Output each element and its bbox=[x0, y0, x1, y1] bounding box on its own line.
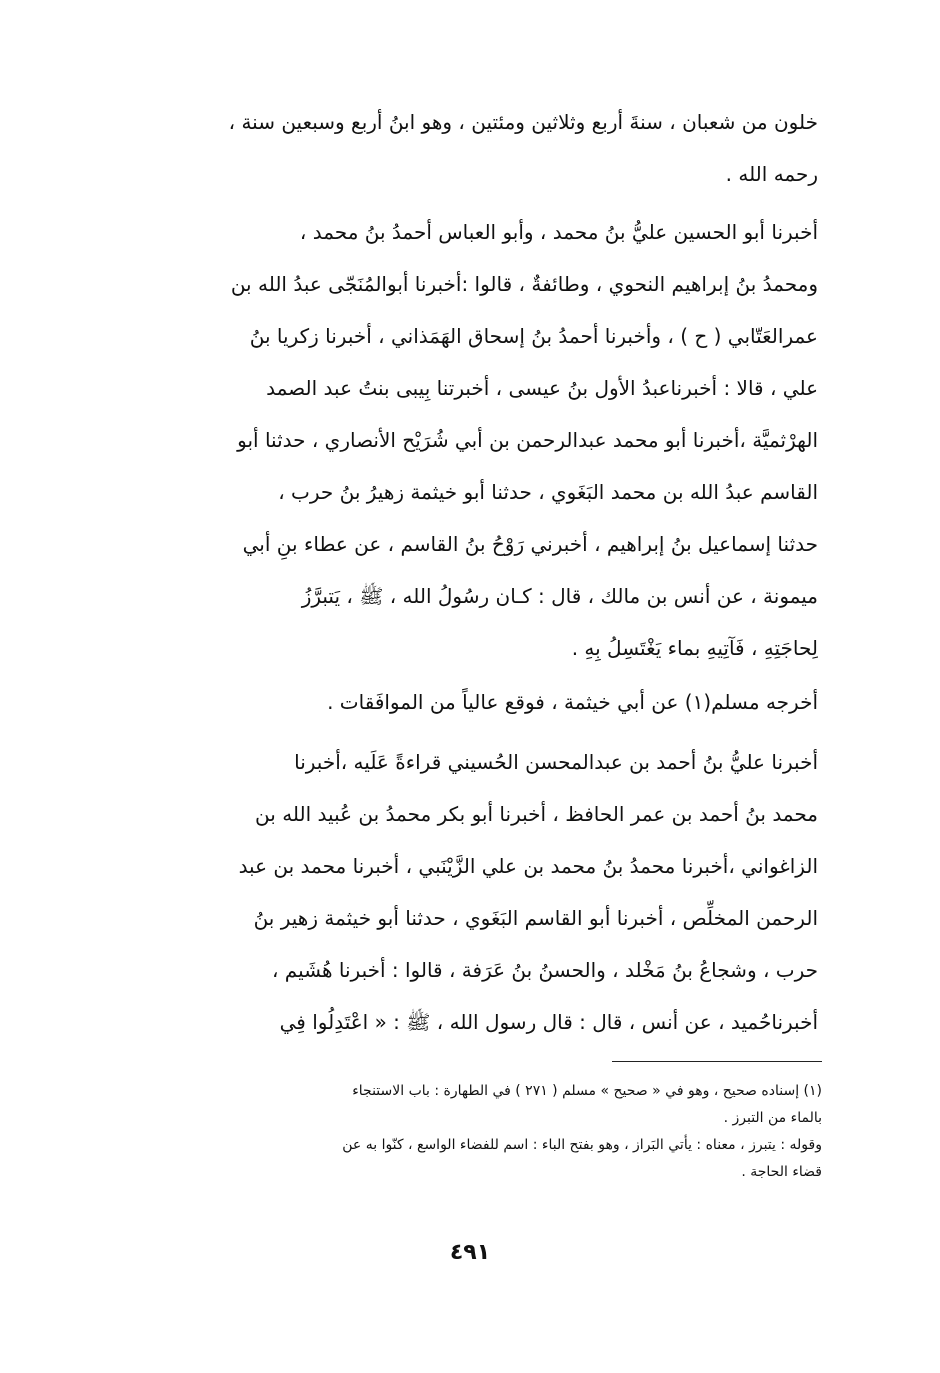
text-line: أخبرنا أبو الحسين عليُّ بنُ محمد ، وأبو العباس أحمدُ بنُ محمد ، bbox=[299, 220, 818, 244]
footnote-line: بالماء من التبرز . bbox=[723, 1110, 822, 1126]
text-line: ميمونة ، عن أنس بن مالك ، قال : كـان رسُولُ الله ، ﷺ ، يَتبرَّزُ bbox=[301, 584, 818, 608]
text-line: رحمه الله . bbox=[725, 162, 818, 186]
footnote-separator bbox=[612, 1061, 822, 1062]
text-line: حدثنا إسماعيل بنُ إبراهيم ، أخبرني رَوْحُ بنُ القاسم ، عن عطاء بنِ أبي bbox=[242, 532, 818, 556]
footnotes bbox=[165, 1078, 822, 1186]
footnote-line: قضاء الحاجة . bbox=[741, 1164, 822, 1180]
paragraph-2 bbox=[162, 206, 818, 674]
text-line: القاسم عبدُ الله بن محمد البَغَوي ، حدثنا أبو خيثمة زهيرُ بنُ حرب ، bbox=[278, 480, 818, 504]
text-line: الهرْثميَّة ،أخبرنا أبو محمد عبدالرحمن بن أبي شُرَيْح الأنصاري ، حدثنا أبو bbox=[237, 428, 818, 452]
text-line: محمد بنُ أحمد بن عمر الحافظ ، أخبرنا أبو بكر محمدُ بن عُبيد الله بن bbox=[255, 802, 818, 826]
paragraph-3 bbox=[162, 676, 818, 728]
text-line: حرب ، وشجاعُ بنُ مَخْلد ، والحسنُ بنُ عَرَفة ، قالوا : أخبرنا هُشَيم ، bbox=[271, 958, 818, 982]
text-line: لِحاجَتِهِ ، فَآتِيهِ بماء يَغْتَسِلُ بِهِ . bbox=[571, 636, 818, 660]
text-line: عمرالعَتّابي ( ح ) ، وأخبرنا أحمدُ بنُ إسحاق الهَمَذاني ، أخبرنا زكريا بنُ bbox=[249, 324, 818, 348]
text-line: أخبرناحُميد ، عن أنس ، قال : قال رسول الله ، ﷺ : « اعْتَدِلُوا فِي bbox=[279, 1010, 818, 1034]
text-line: الزاغواني ،أخبرنا محمدُ بنُ محمد بن علي الزَّيْنَبي ، أخبرنا محمد بن عبد bbox=[238, 854, 818, 878]
text-line: خلون من شعبان ، سنةَ أربع وثلاثين ومئتين ، وهو ابنُ أربع وسبعين سنة ، bbox=[228, 110, 818, 134]
text-line: أخبرنا عليُّ بنُ أحمد بن عبدالمحسن الحُسيني قراءةً عَلَيه ،أخبرنا bbox=[294, 750, 818, 774]
paragraph-1 bbox=[162, 96, 818, 200]
paragraph-4 bbox=[162, 736, 818, 1048]
text-line: ومحمدُ بنُ إبراهيم النحوي ، وطائفةٌ ، قالوا :أخبرنا أبوالمُنَجّى عبدُ الله بن bbox=[230, 272, 818, 296]
text-line: الرحمن المخلِّص ، أخبرنا أبو القاسم البَغَوي ، حدثنا أبو خيثمة زهير بنُ bbox=[253, 906, 818, 930]
page-number: ٤٩١ bbox=[449, 1240, 491, 1265]
text-line: علي ، قالا : أخبرناعبدُ الأول بنُ عيسى ، أخبرتنا بِيبى بنتُ عبد الصمد bbox=[266, 376, 818, 400]
text-line: أخرجه مسلم(١) عن أبي خيثمة ، فوقع عالياً من الموافَقات . bbox=[327, 690, 818, 714]
footnote-line: وقوله : يتبرز ، معناه : يأتي البَراز ، وهو بفتح الباء : اسم للفضاء الواسع ، كنّوا به عن bbox=[342, 1137, 822, 1153]
footnote-line: (١) إسناده صحيح ، وهو في « صحيح » مسلم ( ٢٧١ ) في الطهارة : باب الاستنجاء bbox=[352, 1083, 822, 1099]
